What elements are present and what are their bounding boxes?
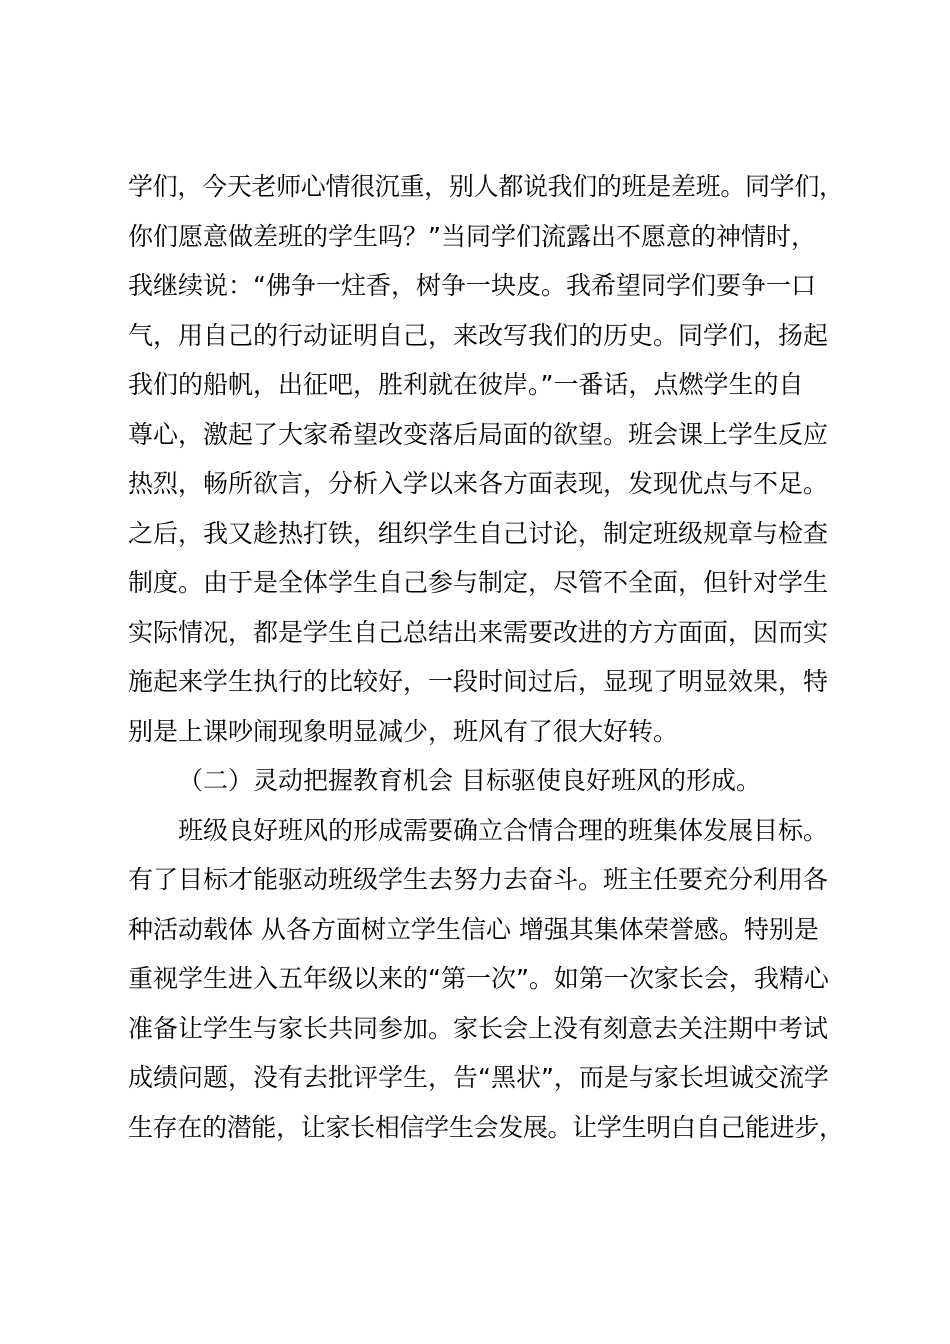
text-line: 实际情况，都是学生自己总结出来需要改进的方方面面，因而实 — [128, 617, 829, 647]
text-line: 有了目标才能驱动班级学生去努力去奋斗。班主任要充分利用各 — [128, 865, 829, 894]
text-line: 成绩问题，没有去批评学生，告“黑状”，而是与家长坦诚交流学 — [128, 1063, 829, 1092]
text-line: 尊心，激起了大家希望改变落后局面的欲望。班会课上学生反应 — [128, 419, 829, 449]
text-line: 之后，我又趁热打铁，组织学生自己讨论，制定班级规章与检查 — [128, 518, 829, 548]
text-line: 生存在的潜能，让家长相信学生会发展。让学生明白自己能进步， — [128, 1112, 844, 1142]
text-line: 我继续说：“佛争一炷香，树争一块皮。我希望同学们要争一口 — [128, 271, 816, 300]
text-line: 你们愿意做差班的学生吗？”当同学们流露出不愿意的神情时， — [128, 221, 816, 251]
text-line: 重视学生进入五年级以来的“第一次”。如第一次家长会，我精心 — [128, 964, 829, 993]
text-line: 气，用自己的行动证明自己，来改写我们的历史。同学们，扬起 — [128, 320, 829, 350]
text-line: 学们，今天老师心情很沉重，别人都说我们的班是差班。同学们， — [128, 172, 844, 201]
text-line: 别是上课吵闹现象明显减少，班风有了很大好转。 — [128, 716, 679, 746]
text-line: 制度。由于是全体学生自己参与制定，尽管不全面，但针对学生 — [128, 568, 829, 597]
text-line: 施起来学生执行的比较好，一段时间过后，显现了明显效果，特 — [128, 667, 829, 696]
body-text — [128, 162, 844, 1152]
text-line: 种活动载体 从各方面树立学生信心 增强其集体荣誉感。特别是 — [128, 914, 819, 944]
text-line: 准备让学生与家长共同参加。家长会上没有刻意去关注期中考试 — [128, 1013, 829, 1043]
text-line: 热烈，畅所欲言，分析入学以来各方面表现，发现优点与不足。 — [128, 469, 829, 498]
paragraph-first-line: 班级良好班风的形成需要确立合情合理的班集体发展目标。 — [178, 815, 829, 845]
text-line: 我们的船帆，出征吧，胜利就在彼岸。”一番话，点燃学生的自 — [128, 370, 804, 399]
paragraph-first-line: （二）灵动把握教育机会 目标驱使良好班风的形成。 — [178, 766, 761, 795]
